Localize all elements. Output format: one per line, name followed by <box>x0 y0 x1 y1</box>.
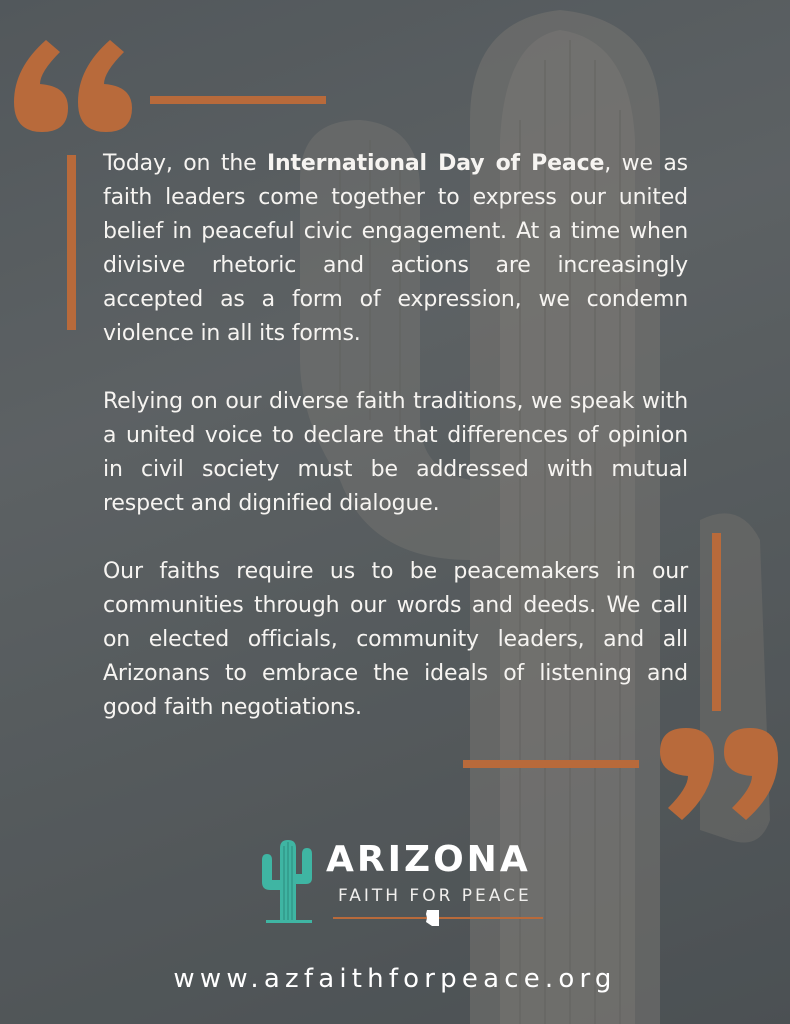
paragraph-3: Our faiths require us to be peacemakers in our communities through our words and deeds. We call on elected officials, community leaders, and all Arizonans to embrace the ideals of listening and good faith negotiations. <box>103 559 688 720</box>
left-accent-bar <box>67 155 76 330</box>
open-quote-icon <box>10 28 138 138</box>
statement-text <box>103 147 688 759</box>
arizona-faith-for-peace-logo <box>258 838 558 928</box>
arizona-state-icon <box>425 909 441 927</box>
paragraph-1: Today, on the International Day of Peace, we as faith leaders come together to express our united belief in peaceful civic engagement. At a time when divisive rhetoric and actions are increasingly accepted as a form of expression, we condemn violence in all its forms. <box>103 151 688 346</box>
close-quote-rule <box>463 760 639 768</box>
paragraph-2: Relying on our diverse faith traditions, we speak with a united voice to declare that differences of opinion in civil society must be addressed with mutual respect and dignified dialogue. <box>103 389 688 516</box>
open-quote-rule <box>150 96 326 104</box>
right-accent-bar <box>712 533 721 711</box>
close-quote-icon <box>650 722 782 832</box>
saguaro-cactus-icon <box>258 838 318 924</box>
website-url[interactable]: www.azfaithforpeace.org <box>173 964 617 994</box>
highlight-international-day-of-peace: International Day of Peace <box>267 151 605 176</box>
logo-title: ARIZONA <box>326 839 531 880</box>
logo-subtitle: FAITH FOR PEACE <box>338 886 532 906</box>
